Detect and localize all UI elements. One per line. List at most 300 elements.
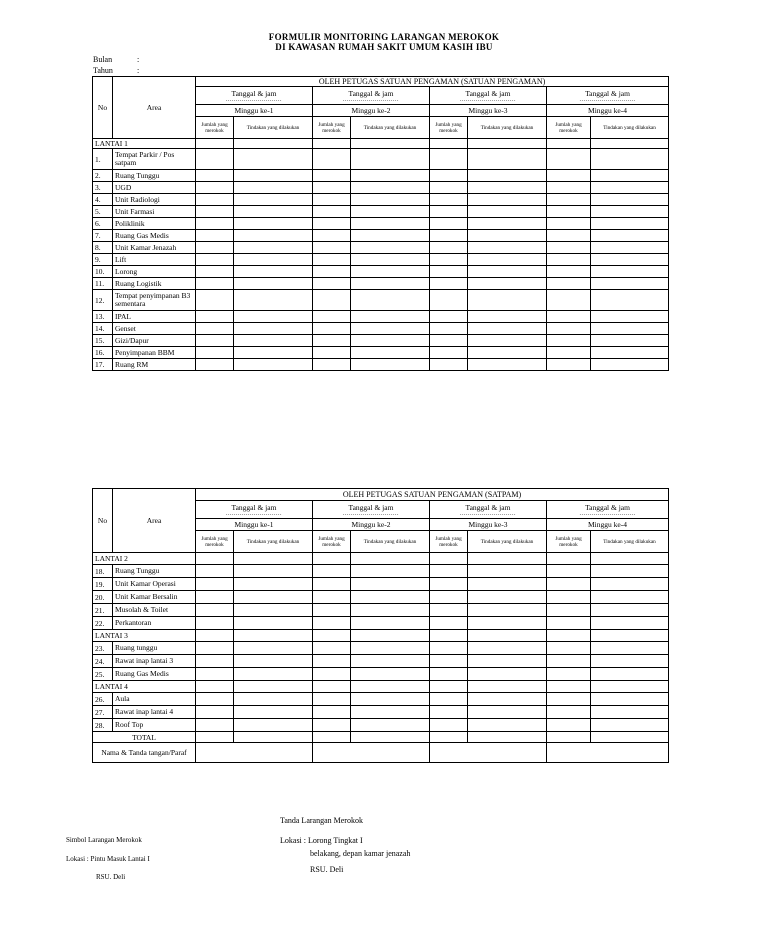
tindakan-entry-cell[interactable] — [234, 719, 313, 732]
jumlah-entry-cell[interactable] — [313, 693, 351, 706]
tindakan-entry-cell[interactable] — [591, 194, 669, 206]
table-row — [93, 278, 669, 290]
row-number: 9. — [93, 254, 113, 266]
jumlah-entry-cell[interactable] — [430, 254, 468, 266]
tindakan-entry-cell[interactable] — [234, 578, 313, 591]
tindakan-entry-cell[interactable] — [468, 206, 547, 218]
tindakan-entry-cell[interactable] — [468, 591, 547, 604]
jumlah-entry-cell[interactable] — [196, 149, 234, 170]
table-row — [93, 719, 669, 732]
tindakan-entry-cell[interactable] — [234, 266, 313, 278]
row-number: 19. — [93, 578, 113, 591]
jumlah-entry-cell[interactable] — [547, 668, 591, 681]
tindakan-entry-cell[interactable] — [591, 591, 669, 604]
tindakan-entry-cell[interactable] — [468, 139, 547, 149]
tindakan-entry-cell[interactable] — [468, 617, 547, 630]
section-row — [93, 681, 669, 693]
signature-cell[interactable] — [313, 743, 430, 763]
tindakan-entry-cell[interactable] — [234, 194, 313, 206]
tindakan-entry-cell[interactable] — [591, 170, 669, 182]
tindakan-entry-cell[interactable] — [234, 170, 313, 182]
tindakan-entry-cell[interactable] — [591, 732, 669, 743]
jumlah-entry-cell[interactable] — [313, 732, 351, 743]
tindakan-entry-cell[interactable] — [468, 719, 547, 732]
tindakan-entry-cell[interactable] — [591, 139, 669, 149]
jumlah-entry-cell[interactable] — [196, 230, 234, 242]
tindakan-entry-cell[interactable] — [351, 706, 430, 719]
jumlah-entry-cell[interactable] — [430, 323, 468, 335]
jumlah-entry-cell[interactable] — [547, 553, 591, 565]
jumlah-entry-cell[interactable] — [313, 278, 351, 290]
tindakan-entry-cell[interactable] — [591, 630, 669, 642]
table-row — [93, 604, 669, 617]
tindakan-entry-cell[interactable] — [234, 706, 313, 719]
jumlah-entry-cell[interactable] — [313, 668, 351, 681]
jumlah-entry-cell[interactable] — [430, 311, 468, 323]
jumlah-entry-cell[interactable] — [430, 266, 468, 278]
tindakan-entry-cell[interactable] — [234, 230, 313, 242]
tindakan-entry-cell[interactable] — [591, 242, 669, 254]
jumlah-entry-cell[interactable] — [430, 565, 468, 578]
tindakan-entry-cell[interactable] — [591, 565, 669, 578]
jumlah-entry-cell[interactable] — [547, 139, 591, 149]
jumlah-entry-cell[interactable] — [547, 630, 591, 642]
row-area: Ruang Tunggu — [113, 170, 196, 182]
jumlah-entry-cell[interactable] — [430, 655, 468, 668]
monitoring-table-floor-1 — [92, 76, 669, 371]
jumlah-entry-cell[interactable] — [196, 182, 234, 194]
jumlah-entry-cell[interactable] — [547, 719, 591, 732]
tindakan-entry-cell[interactable] — [468, 149, 547, 170]
row-area: Tempat Parkir / Pos satpam — [113, 149, 196, 170]
date-cell-week-4: Tanggal & jam ............................ — [547, 87, 669, 105]
tindakan-entry-cell[interactable] — [351, 139, 430, 149]
section-label: LANTAI 2 — [93, 553, 196, 565]
jumlah-entry-cell[interactable] — [196, 553, 234, 565]
jumlah-entry-cell[interactable] — [196, 218, 234, 230]
tindakan-entry-cell[interactable] — [351, 578, 430, 591]
jumlah-entry-cell[interactable] — [430, 206, 468, 218]
jumlah-entry-cell[interactable] — [313, 359, 351, 371]
tindakan-entry-cell[interactable] — [591, 206, 669, 218]
jumlah-entry-cell[interactable] — [547, 565, 591, 578]
jumlah-entry-cell[interactable] — [547, 254, 591, 266]
tindakan-entry-cell[interactable] — [468, 565, 547, 578]
tindakan-entry-cell[interactable] — [351, 149, 430, 170]
tindakan-entry-cell[interactable] — [591, 323, 669, 335]
jumlah-entry-cell[interactable] — [313, 578, 351, 591]
tindakan-entry-cell[interactable] — [351, 254, 430, 266]
jumlah-entry-cell[interactable] — [313, 230, 351, 242]
tindakan-entry-cell[interactable] — [591, 149, 669, 170]
jumlah-entry-cell[interactable] — [313, 139, 351, 149]
jumlah-entry-cell[interactable] — [430, 642, 468, 655]
jumlah-entry-cell[interactable] — [196, 139, 234, 149]
tindakan-entry-cell[interactable] — [468, 681, 547, 693]
jumlah-entry-cell[interactable] — [196, 170, 234, 182]
jumlah-entry-cell[interactable] — [196, 335, 234, 347]
jumlah-entry-cell[interactable] — [547, 347, 591, 359]
jumlah-entry-cell[interactable] — [196, 578, 234, 591]
tindakan-entry-cell[interactable] — [351, 565, 430, 578]
table-row — [93, 617, 669, 630]
jumlah-entry-cell[interactable] — [313, 218, 351, 230]
jumlah-entry-cell[interactable] — [430, 359, 468, 371]
tindakan-entry-cell[interactable] — [468, 553, 547, 565]
tindakan-header: Tindakan yang dilakukan — [234, 117, 313, 139]
jumlah-entry-cell[interactable] — [196, 359, 234, 371]
jumlah-entry-cell[interactable] — [313, 642, 351, 655]
tindakan-entry-cell[interactable] — [234, 732, 313, 743]
jumlah-entry-cell[interactable] — [196, 347, 234, 359]
tindakan-entry-cell[interactable] — [351, 323, 430, 335]
tindakan-entry-cell[interactable] — [234, 642, 313, 655]
jumlah-entry-cell[interactable] — [547, 206, 591, 218]
tindakan-entry-cell[interactable] — [351, 668, 430, 681]
jumlah-entry-cell[interactable] — [196, 655, 234, 668]
jumlah-entry-cell[interactable] — [313, 290, 351, 311]
tindakan-entry-cell[interactable] — [591, 311, 669, 323]
jumlah-entry-cell[interactable] — [547, 591, 591, 604]
tindakan-entry-cell[interactable] — [234, 206, 313, 218]
jumlah-entry-cell[interactable] — [430, 604, 468, 617]
tindakan-entry-cell[interactable] — [351, 604, 430, 617]
tindakan-entry-cell[interactable] — [351, 617, 430, 630]
tindakan-entry-cell[interactable] — [234, 359, 313, 371]
jumlah-entry-cell[interactable] — [430, 230, 468, 242]
tindakan-entry-cell[interactable] — [468, 642, 547, 655]
jumlah-entry-cell[interactable] — [547, 681, 591, 693]
jumlah-entry-cell[interactable] — [547, 732, 591, 743]
tindakan-entry-cell[interactable] — [351, 230, 430, 242]
tindakan-entry-cell[interactable] — [468, 359, 547, 371]
jumlah-entry-cell[interactable] — [547, 655, 591, 668]
tindakan-entry-cell[interactable] — [591, 230, 669, 242]
date-cell-week-3: Tanggal & jam ............................ — [430, 87, 547, 105]
jumlah-entry-cell[interactable] — [313, 655, 351, 668]
jumlah-entry-cell[interactable] — [313, 617, 351, 630]
tindakan-entry-cell[interactable] — [591, 290, 669, 311]
jumlah-entry-cell[interactable] — [313, 706, 351, 719]
tindakan-entry-cell[interactable] — [351, 218, 430, 230]
tindakan-entry-cell[interactable] — [468, 668, 547, 681]
row-area: Roof Top — [113, 719, 196, 732]
jumlah-entry-cell[interactable] — [196, 630, 234, 642]
tindakan-entry-cell[interactable] — [468, 278, 547, 290]
jumlah-entry-cell[interactable] — [313, 149, 351, 170]
jumlah-entry-cell[interactable] — [313, 242, 351, 254]
tindakan-entry-cell[interactable] — [468, 266, 547, 278]
tindakan-entry-cell[interactable] — [351, 242, 430, 254]
jumlah-entry-cell[interactable] — [547, 311, 591, 323]
tindakan-entry-cell[interactable] — [234, 617, 313, 630]
tindakan-entry-cell[interactable] — [234, 565, 313, 578]
row-area: Aula — [113, 693, 196, 706]
tindakan-entry-cell[interactable] — [234, 630, 313, 642]
row-area: Ruang Gas Medis — [113, 668, 196, 681]
tindakan-entry-cell[interactable] — [351, 732, 430, 743]
row-area: Lorong — [113, 266, 196, 278]
tindakan-header: Tindakan yang dilakukan — [468, 117, 547, 139]
tindakan-entry-cell[interactable] — [468, 655, 547, 668]
tindakan-entry-cell[interactable] — [468, 630, 547, 642]
jumlah-entry-cell[interactable] — [430, 170, 468, 182]
tindakan-entry-cell[interactable] — [351, 630, 430, 642]
tindakan-entry-cell[interactable] — [591, 578, 669, 591]
jumlah-entry-cell[interactable] — [313, 591, 351, 604]
tindakan-entry-cell[interactable] — [468, 182, 547, 194]
jumlah-entry-cell[interactable] — [196, 323, 234, 335]
jumlah-entry-cell[interactable] — [430, 553, 468, 565]
tindakan-entry-cell[interactable] — [351, 170, 430, 182]
tindakan-entry-cell[interactable] — [468, 230, 547, 242]
jumlah-entry-cell[interactable] — [313, 254, 351, 266]
jumlah-entry-cell[interactable] — [196, 681, 234, 693]
jumlah-entry-cell[interactable] — [430, 218, 468, 230]
tindakan-entry-cell[interactable] — [234, 668, 313, 681]
tindakan-entry-cell[interactable] — [591, 617, 669, 630]
jumlah-entry-cell[interactable] — [196, 254, 234, 266]
jumlah-entry-cell[interactable] — [430, 242, 468, 254]
jumlah-entry-cell[interactable] — [313, 206, 351, 218]
jumlah-entry-cell[interactable] — [547, 266, 591, 278]
tindakan-entry-cell[interactable] — [468, 706, 547, 719]
tindakan-entry-cell[interactable] — [468, 170, 547, 182]
jumlah-entry-cell[interactable] — [430, 617, 468, 630]
tindakan-entry-cell[interactable] — [351, 278, 430, 290]
signature-cell[interactable] — [547, 743, 669, 763]
tindakan-entry-cell[interactable] — [591, 347, 669, 359]
tindakan-entry-cell[interactable] — [591, 642, 669, 655]
jumlah-entry-cell[interactable] — [313, 266, 351, 278]
tindakan-entry-cell[interactable] — [591, 706, 669, 719]
tindakan-entry-cell[interactable] — [234, 254, 313, 266]
jumlah-entry-cell[interactable] — [313, 311, 351, 323]
jumlah-entry-cell[interactable] — [313, 170, 351, 182]
jumlah-entry-cell[interactable] — [313, 719, 351, 732]
tindakan-entry-cell[interactable] — [234, 347, 313, 359]
monitoring-table-floors-2-4 — [92, 488, 669, 763]
jumlah-entry-cell[interactable] — [547, 218, 591, 230]
tindakan-entry-cell[interactable] — [234, 218, 313, 230]
tindakan-entry-cell[interactable] — [591, 278, 669, 290]
signature-cell[interactable] — [430, 743, 547, 763]
tindakan-entry-cell[interactable] — [468, 218, 547, 230]
jumlah-entry-cell[interactable] — [430, 290, 468, 311]
jumlah-entry-cell[interactable] — [430, 732, 468, 743]
tindakan-entry-cell[interactable] — [234, 553, 313, 565]
jumlah-entry-cell[interactable] — [196, 290, 234, 311]
tindakan-entry-cell[interactable] — [591, 693, 669, 706]
jumlah-entry-cell[interactable] — [313, 565, 351, 578]
tindakan-entry-cell[interactable] — [234, 604, 313, 617]
jumlah-entry-cell[interactable] — [196, 266, 234, 278]
tindakan-entry-cell[interactable] — [591, 719, 669, 732]
tindakan-entry-cell[interactable] — [351, 290, 430, 311]
jumlah-entry-cell[interactable] — [313, 604, 351, 617]
jumlah-entry-cell[interactable] — [196, 732, 234, 743]
jumlah-entry-cell[interactable] — [430, 335, 468, 347]
jumlah-entry-cell[interactable] — [547, 706, 591, 719]
tindakan-entry-cell[interactable] — [234, 242, 313, 254]
tindakan-entry-cell[interactable] — [591, 553, 669, 565]
jumlah-entry-cell[interactable] — [430, 706, 468, 719]
tindakan-entry-cell[interactable] — [234, 335, 313, 347]
jumlah-entry-cell[interactable] — [196, 206, 234, 218]
tindakan-entry-cell[interactable] — [468, 347, 547, 359]
tindakan-entry-cell[interactable] — [234, 323, 313, 335]
jumlah-header: Jumlah yang merokok — [430, 531, 468, 553]
tindakan-entry-cell[interactable] — [351, 182, 430, 194]
signature-cell[interactable] — [196, 743, 313, 763]
jumlah-entry-cell[interactable] — [430, 149, 468, 170]
tindakan-entry-cell[interactable] — [591, 266, 669, 278]
jumlah-entry-cell[interactable] — [547, 617, 591, 630]
jumlah-entry-cell[interactable] — [430, 578, 468, 591]
jumlah-entry-cell[interactable] — [196, 693, 234, 706]
jumlah-entry-cell[interactable] — [547, 149, 591, 170]
tindakan-entry-cell[interactable] — [351, 693, 430, 706]
jumlah-entry-cell[interactable] — [196, 278, 234, 290]
jumlah-entry-cell[interactable] — [196, 242, 234, 254]
tindakan-entry-cell[interactable] — [468, 254, 547, 266]
tindakan-entry-cell[interactable] — [591, 335, 669, 347]
week-1-label: Minggu ke-1 — [196, 105, 313, 117]
tindakan-entry-cell[interactable] — [351, 681, 430, 693]
row-area: Unit Kamar Jenazah — [113, 242, 196, 254]
tindakan-entry-cell[interactable] — [351, 359, 430, 371]
jumlah-entry-cell[interactable] — [547, 182, 591, 194]
jumlah-entry-cell[interactable] — [196, 565, 234, 578]
jumlah-entry-cell[interactable] — [313, 553, 351, 565]
jumlah-entry-cell[interactable] — [196, 604, 234, 617]
jumlah-entry-cell[interactable] — [430, 278, 468, 290]
tindakan-entry-cell[interactable] — [591, 218, 669, 230]
row-number: 24. — [93, 655, 113, 668]
row-area: Ruang Tunggu — [113, 565, 196, 578]
jumlah-entry-cell[interactable] — [196, 194, 234, 206]
jumlah-entry-cell[interactable] — [196, 719, 234, 732]
jumlah-entry-cell[interactable] — [430, 347, 468, 359]
jumlah-entry-cell[interactable] — [547, 693, 591, 706]
jumlah-entry-cell[interactable] — [547, 278, 591, 290]
tindakan-entry-cell[interactable] — [234, 182, 313, 194]
jumlah-entry-cell[interactable] — [430, 668, 468, 681]
jumlah-entry-cell[interactable] — [196, 706, 234, 719]
jumlah-entry-cell[interactable] — [430, 693, 468, 706]
tindakan-entry-cell[interactable] — [591, 655, 669, 668]
tindakan-entry-cell[interactable] — [468, 604, 547, 617]
tindakan-entry-cell[interactable] — [351, 347, 430, 359]
tindakan-entry-cell[interactable] — [468, 693, 547, 706]
table-row — [93, 642, 669, 655]
jumlah-entry-cell[interactable] — [547, 242, 591, 254]
jumlah-entry-cell[interactable] — [547, 604, 591, 617]
row-area: Penyimpanan BBM — [113, 347, 196, 359]
tindakan-entry-cell[interactable] — [591, 359, 669, 371]
tindakan-entry-cell[interactable] — [351, 719, 430, 732]
jumlah-entry-cell[interactable] — [430, 182, 468, 194]
tindakan-entry-cell[interactable] — [468, 242, 547, 254]
jumlah-entry-cell[interactable] — [547, 290, 591, 311]
row-number: 14. — [93, 323, 113, 335]
jumlah-entry-cell[interactable] — [430, 630, 468, 642]
tindakan-entry-cell[interactable] — [234, 139, 313, 149]
jumlah-entry-cell[interactable] — [430, 591, 468, 604]
jumlah-entry-cell[interactable] — [313, 182, 351, 194]
tindakan-entry-cell[interactable] — [234, 290, 313, 311]
jumlah-entry-cell[interactable] — [196, 591, 234, 604]
date-cell-week-2: Tanggal & jam ............................ — [313, 501, 430, 519]
jumlah-entry-cell[interactable] — [547, 194, 591, 206]
tindakan-entry-cell[interactable] — [591, 254, 669, 266]
tindakan-entry-cell[interactable] — [591, 681, 669, 693]
jumlah-entry-cell[interactable] — [430, 681, 468, 693]
jumlah-entry-cell[interactable] — [313, 323, 351, 335]
jumlah-entry-cell[interactable] — [313, 347, 351, 359]
jumlah-entry-cell[interactable] — [547, 170, 591, 182]
tindakan-entry-cell[interactable] — [234, 693, 313, 706]
tindakan-entry-cell[interactable] — [591, 668, 669, 681]
tindakan-entry-cell[interactable] — [234, 681, 313, 693]
tindakan-entry-cell[interactable] — [234, 311, 313, 323]
tindakan-entry-cell[interactable] — [468, 323, 547, 335]
jumlah-entry-cell[interactable] — [547, 359, 591, 371]
tindakan-entry-cell[interactable] — [351, 266, 430, 278]
jumlah-entry-cell[interactable] — [547, 578, 591, 591]
tindakan-entry-cell[interactable] — [351, 206, 430, 218]
tindakan-entry-cell[interactable] — [591, 182, 669, 194]
tindakan-entry-cell[interactable] — [234, 149, 313, 170]
tindakan-entry-cell[interactable] — [351, 655, 430, 668]
tindakan-entry-cell[interactable] — [468, 578, 547, 591]
tindakan-entry-cell[interactable] — [351, 194, 430, 206]
rsu-right: RSU. Deli — [310, 865, 344, 874]
jumlah-entry-cell[interactable] — [196, 668, 234, 681]
tindakan-entry-cell[interactable] — [351, 642, 430, 655]
jumlah-entry-cell[interactable] — [313, 630, 351, 642]
tindakan-entry-cell[interactable] — [468, 335, 547, 347]
tindakan-entry-cell[interactable] — [468, 290, 547, 311]
jumlah-entry-cell[interactable] — [547, 335, 591, 347]
tindakan-entry-cell[interactable] — [351, 553, 430, 565]
jumlah-entry-cell[interactable] — [196, 617, 234, 630]
tindakan-entry-cell[interactable] — [468, 732, 547, 743]
tindakan-entry-cell[interactable] — [591, 604, 669, 617]
tindakan-entry-cell[interactable] — [351, 311, 430, 323]
jumlah-entry-cell[interactable] — [196, 311, 234, 323]
jumlah-entry-cell[interactable] — [547, 230, 591, 242]
tindakan-entry-cell[interactable] — [234, 591, 313, 604]
tindakan-entry-cell[interactable] — [234, 278, 313, 290]
tindakan-entry-cell[interactable] — [234, 655, 313, 668]
jumlah-entry-cell[interactable] — [430, 719, 468, 732]
tindakan-entry-cell[interactable] — [468, 194, 547, 206]
jumlah-entry-cell[interactable] — [547, 642, 591, 655]
row-number: 13. — [93, 311, 113, 323]
jumlah-entry-cell[interactable] — [430, 194, 468, 206]
row-number: 8. — [93, 242, 113, 254]
tindakan-entry-cell[interactable] — [351, 591, 430, 604]
jumlah-entry-cell[interactable] — [196, 642, 234, 655]
jumlah-entry-cell[interactable] — [313, 681, 351, 693]
jumlah-entry-cell[interactable] — [313, 194, 351, 206]
tindakan-entry-cell[interactable] — [468, 311, 547, 323]
jumlah-entry-cell[interactable] — [547, 323, 591, 335]
tindakan-entry-cell[interactable] — [351, 335, 430, 347]
jumlah-entry-cell[interactable] — [430, 139, 468, 149]
jumlah-entry-cell[interactable] — [313, 335, 351, 347]
